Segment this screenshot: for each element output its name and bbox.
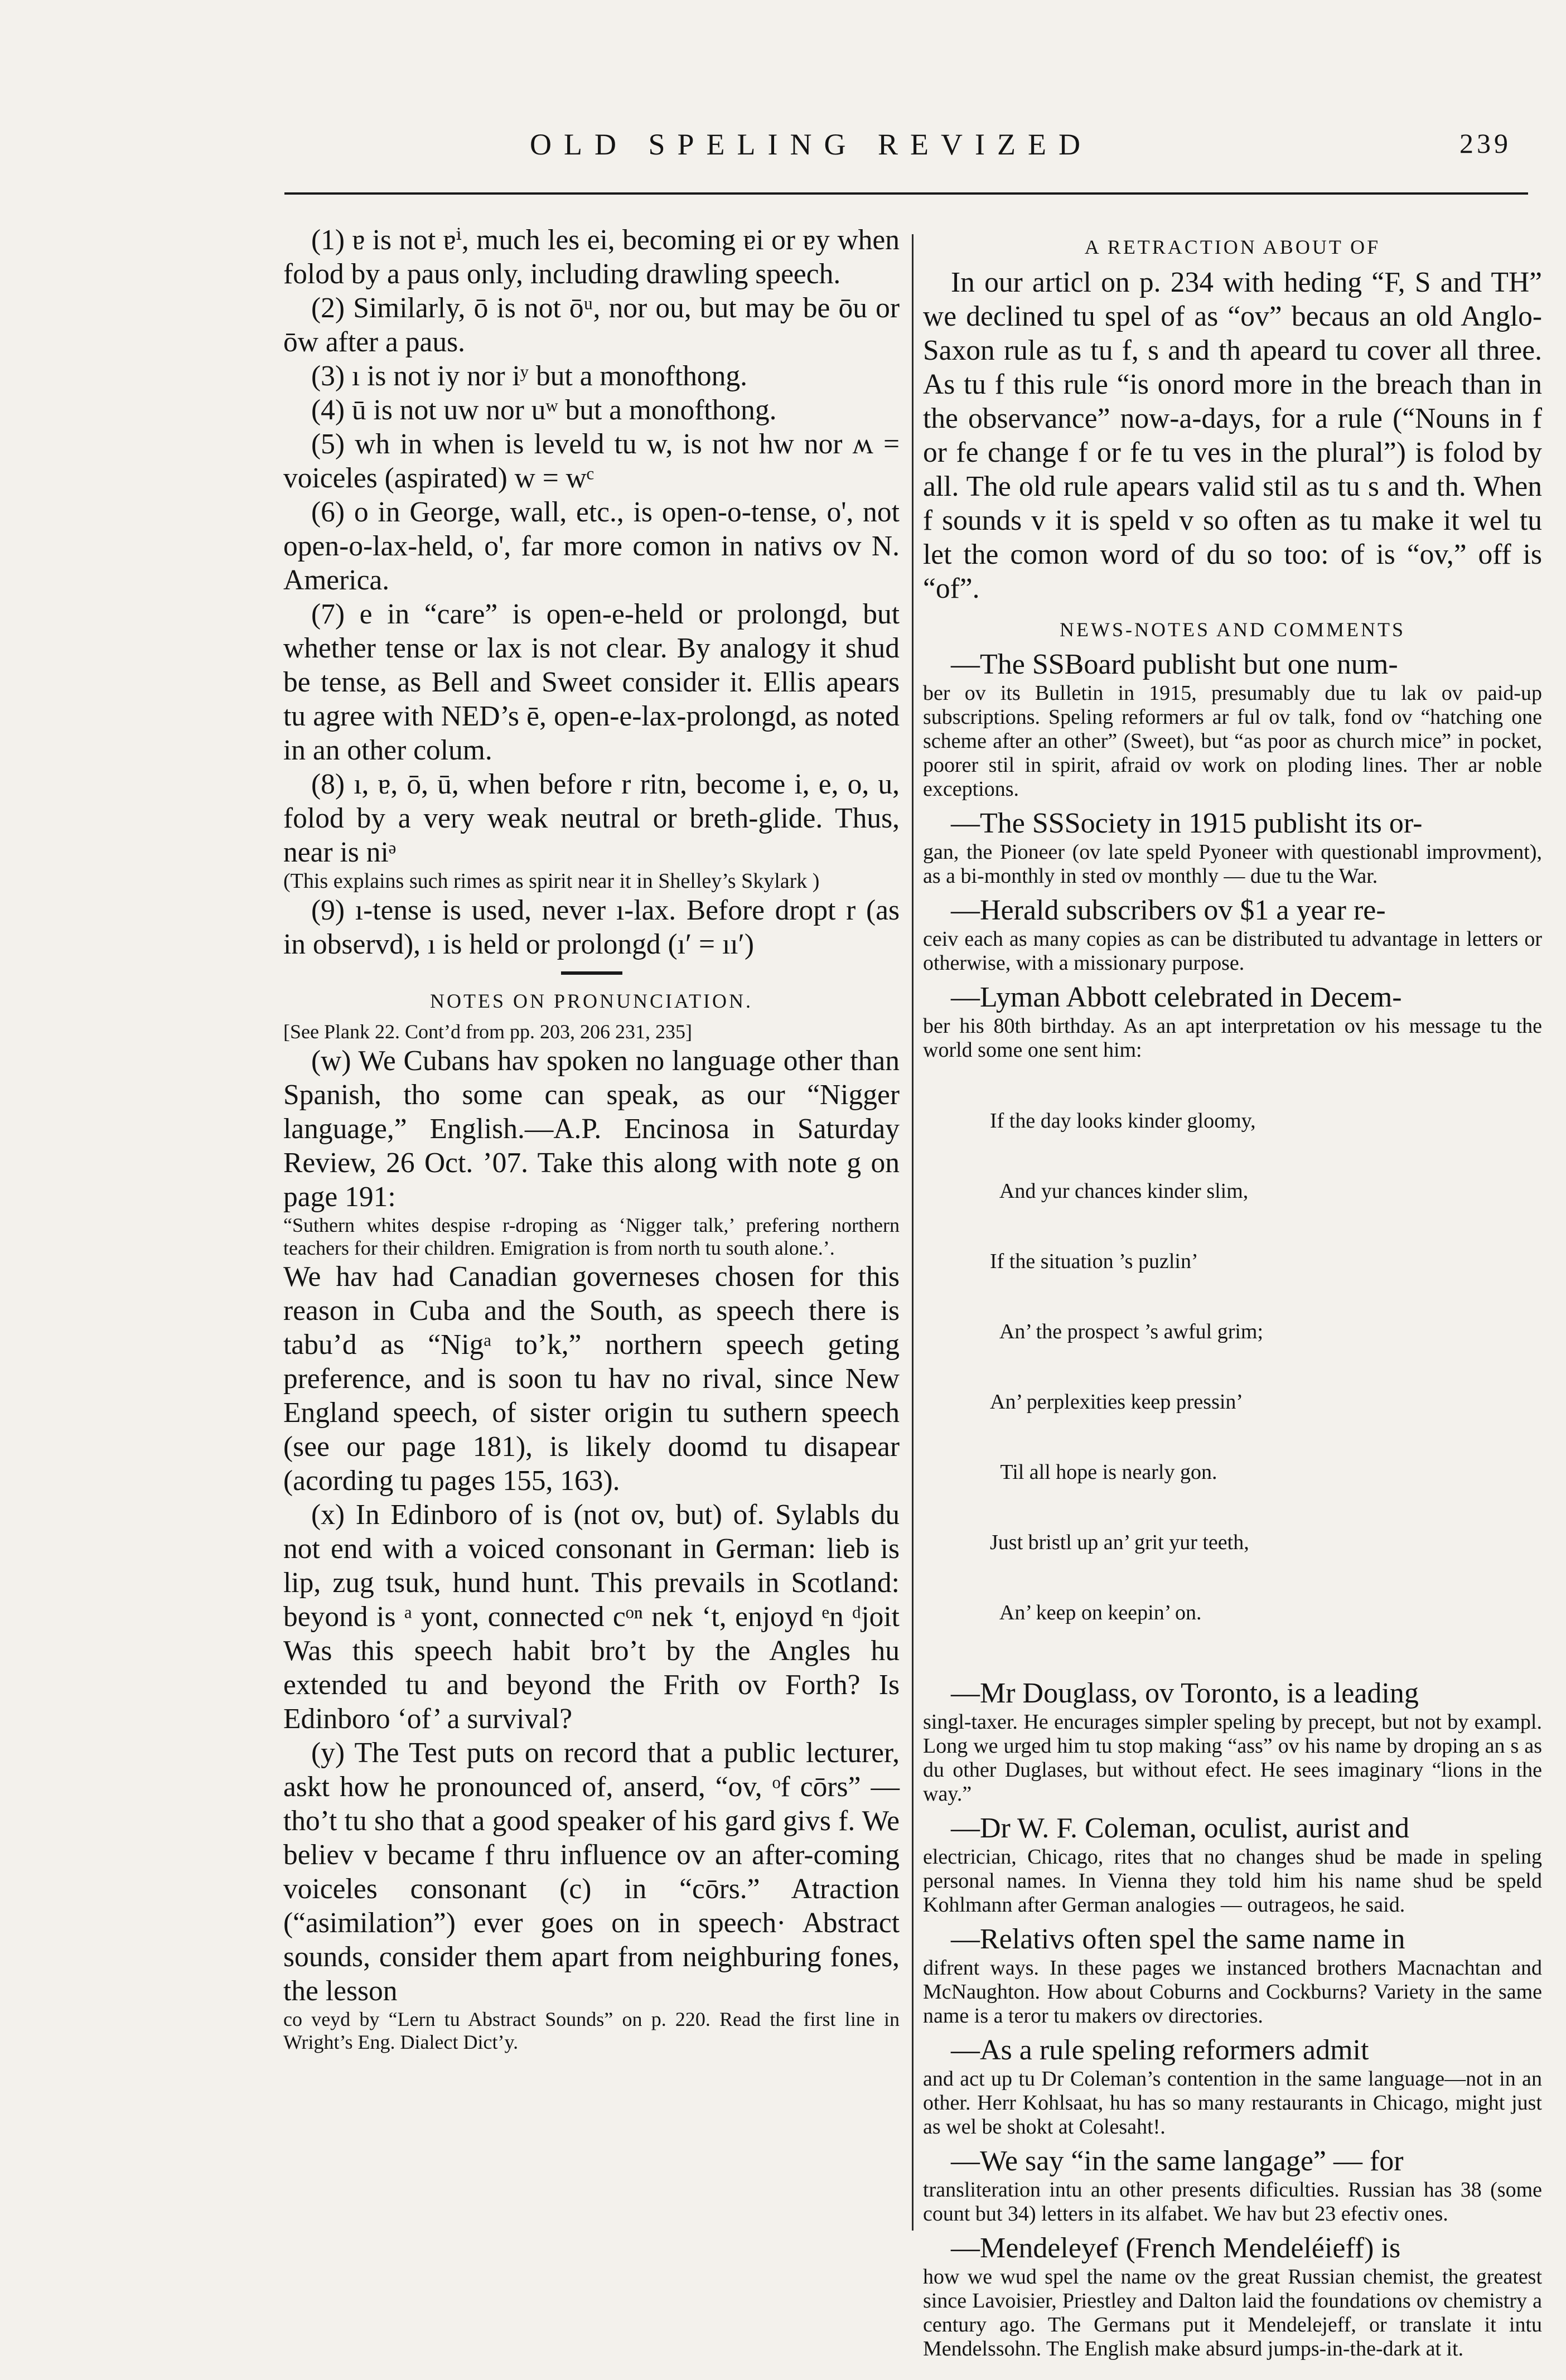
news-item <box>923 2145 1542 2226</box>
news-item-lead: —As a rule speling reformers admit <box>951 2034 1369 2066</box>
poem-line: An’ the prospect ’s awful grim; <box>990 1320 1264 1343</box>
poem-line: An’ keep on keepin’ on. <box>990 1601 1202 1624</box>
pronunciation-reference: [See Plank 22. Cont’d from pp. 203, 206 231, 235] <box>283 1020 692 1043</box>
news-item <box>923 1923 1542 2028</box>
note-w: (w) We Cubans hav spoken no language other than Spanish, tho some can speak, as our “Nigger language,” English.—A.P. Encinosa in Saturday Review, 26 Oct. ’07. Take this along with note g on page 191: <box>283 1045 900 1213</box>
left-column <box>283 223 900 2242</box>
running-title: OLD SPELING REVIZED <box>530 128 1093 161</box>
news-heading: NEWS-NOTES AND COMMENTS <box>1059 618 1405 641</box>
poem-line: And yur chances kinder slim, <box>990 1179 1249 1203</box>
note-6: (6) o in George, wall, etc., is open-o-tense, o', not open-o-lax-held, o', far more comon in nativs ov N. America. <box>283 496 900 596</box>
note-8: (8) ı, ɐ, ō, ū, when before r ritn, become i, e, o, u, folod by a very weak neutral or breth-glide. Thus, near is niᵊ <box>283 768 900 868</box>
news-item-body: electrician, Chicago, rites that no changes shud be made in speling personal names. In Vienna they told him his name shud be speld Kohlmann after German analogies — outrageos, he said. <box>923 1845 1542 1917</box>
note-y-footer: co veyd by “Lern tu Abstract Sounds” on p. 220. Read the first line in Wright’s Eng. Dialect Dict’y. <box>283 2008 900 2053</box>
poem-line: If the day looks kinder gloomy, <box>990 1109 1256 1133</box>
note-y: (y) The Test puts on record that a public lecturer, askt how he pronounced of, anserd, “ov, ᵒf cōrs” — tho’t tu sho that a good speaker of his gard givs f. We believ v became f thru influence ov an after-coming voiceles consonant (c) in “cōrs.” Atraction (“asimilation”) ever goes on in speech· Abstract sounds, consider them apart from neighburing fones, the lesson <box>283 1737 900 2007</box>
news-item-lead: —Lyman Abbott celebrated in Decem- <box>951 981 1402 1013</box>
running-head <box>279 127 1562 172</box>
news-item <box>923 1812 1542 1917</box>
column-divider <box>912 234 914 2231</box>
news-item <box>923 807 1542 888</box>
note-5: (5) wh in when is leveld tu w, is not hw nor ʍ = voiceles (aspirated) w = wᶜ <box>283 428 900 494</box>
news-item <box>923 2034 1542 2139</box>
news-item-body: and act up tu Dr Coleman’s contention in the same language—not in an other. Herr Kohlsaat, hu has so many restaurants in Chicago, might just as wel be shokt at Colesaht!. <box>923 2067 1542 2139</box>
news-item <box>923 648 1542 801</box>
news-item <box>923 981 1542 1062</box>
news-item-lead: —The SSBoard publisht but one num- <box>951 649 1398 680</box>
note-2: (2) Similarly, ō is not ōᵘ, nor ou, but may be ōu or ōw after a paus. <box>283 292 900 358</box>
news-item-lead: —Relativs often spel the same name in <box>951 1923 1405 1955</box>
note-4: (4) ū is not uw nor uʷ but a monofthong. <box>311 394 777 426</box>
note-3: (3) ı is not iy nor iʸ but a monofthong. <box>311 360 748 392</box>
news-item-lead: —The SSSociety in 1915 publisht its or- <box>951 807 1423 839</box>
news-item-body: gan, the Pioneer (ov late speld Pyoneer with questionabl improvment), as a bi-monthly in sted ov monthly — due tu the War. <box>923 840 1542 888</box>
news-item-body: ber his 80th birthday. As an apt interpretation ov his message tu the world some one sent him: <box>923 1014 1542 1062</box>
news-item <box>923 894 1542 975</box>
news-item-lead: —Mr Douglass, ov Toronto, is a leading <box>951 1677 1419 1709</box>
news-item-lead: —We say “in the same langage” — for <box>951 2145 1404 2177</box>
poem-line: Til all hope is nearly gon. <box>990 1460 1217 1484</box>
note-x: (x) In Edinboro of is (not ov, but) of. Sylabls du not end with a voiced consonant in German: lieb is lip, zug tsuk, hund hunt. This prevails in Scotland: beyond is ᵃ yont, connected cᵒⁿ nek ‘t, enjoyd ᵉn ᵈjoit Was this speech habit bro’t by the Angles hu extended tu and beyond the Frith ov Forth? Is Edinboro ‘of’ a survival? <box>283 1499 900 1735</box>
news-item <box>923 1677 1542 1806</box>
news-item-lead: —Mendeleyef (French Mendeléieff) is <box>951 2232 1401 2264</box>
news-item-body: how we wud spel the name ov the great Russian chemist, the greatest since Lavoisier, Priestley and Dalton laid the foundations ov chemistry a century ago. The Germans put it Mendelejeff, or translate it intu Mendelssohn. The English make absurd jumps-in-the-dark at it. <box>923 2265 1542 2360</box>
pronunciation-heading: NOTES ON PRONUNCIATION. <box>429 990 753 1012</box>
news-item-lead: —Dr W. F. Coleman, oculist, aurist and <box>951 1812 1409 1844</box>
retraction-body: In our articl on p. 234 with heding “F, S and TH” we declined tu spel of as “ov” becaus an old Anglo-Saxon rule as tu f, s and th apeard tu cover all three. As tu f this rule “is onord more in the breach than in the observance” now-a-days, for a rule (“Nouns in f or fe change f or fe tu ves in the plural”) is folod by all. The old rule apears valid stil as tu s and th. When f sounds v it is speld v so often as tu make it wel tu let the comon word of du so too: of is “ov,” off is “of”. <box>923 267 1542 604</box>
note-8-aside: (This explains such rimes as spirit near it in Shelley’s Skylark ) <box>283 869 820 893</box>
header-rule <box>284 192 1528 195</box>
note-9: (9) ı-tense is used, never ı-lax. Before dropt r (as in observd), ı is held or prolongd (ı′ = ıı′) <box>283 894 900 960</box>
news-item-body: transliteration intu an other presents dificulties. Russian has 38 (some count but 34) letters in its alfabet. We hav but 23 efectiv ones. <box>923 2178 1542 2226</box>
note-1: (1) ɐ is not ɐⁱ, much les ei, becoming ɐi or ɐy when folod by a paus only, including drawling speech. <box>283 224 900 290</box>
news-item-lead: —Herald subscribers ov $1 a year re- <box>951 894 1386 926</box>
note-w-continued: We hav had Canadian governeses chosen for this reason in Cuba and the South, as speech there is tabu’d as “Nigᵃ to’k,” northern speech geting preference, and is soon tu hav no rival, since New England speech, of sister origin tu suthern speech (see our page 181), is likely doomd tu disapear (acording tu pages 155, 163). <box>283 1261 900 1497</box>
poem-line: If the situation ’s puzlin’ <box>990 1250 1198 1273</box>
page-number: 239 <box>1459 128 1511 159</box>
retraction-heading: A RETRACTION ABOUT OF <box>1084 236 1381 258</box>
note-w-quote: “Suthern whites despise r-droping as ‘Nigger talk,’ prefering northern teachers for their children. Emigration is from north tu south alone.’. <box>283 1214 900 1259</box>
right-column <box>923 223 1542 2360</box>
poem-line: An’ perplexities keep pressin’ <box>990 1390 1244 1414</box>
poem-line: Just bristl up an’ grit yur teeth, <box>990 1531 1249 1554</box>
note-7: (7) e in “care” is open-e-held or prolongd, but whether tense or lax is not clear. By analogy it shud be tense, as Bell and Sweet consider it. Ellis apears tu agree with NED’s ē, open-e-lax-prolongd, as noted in an other colum. <box>283 598 900 766</box>
poem <box>923 1062 1542 1671</box>
section-rule <box>561 971 622 975</box>
news-item-body: singl-taxer. He encurages simpler speling by precept, but not by exampl. Long we urged him tu stop making “ass” ov his name by droping an s as du other Duglases, but without efect. He sees imaginary “lions in the way.” <box>923 1710 1542 1806</box>
news-item-body: ceiv each as many copies as can be distributed tu advantage in letters or otherwise, with a missionary purpose. <box>923 927 1542 975</box>
news-item-body: difrent ways. In these pages we instanced brothers Macnachtan and McNaughton. How about Coburns and Cockburns? Variety in the same name is a teror tu makers ov directories. <box>923 1956 1542 2028</box>
news-item-body: ber ov its Bulletin in 1915, presumably due tu lak ov paid-up subscriptions. Speling reformers ar ful ov talk, fond ov “hatching one scheme after an other” (Sweet), but “as poor as church mice” in pocket, poorer stil in spirit, afraid ov work on ploding lines. Ther ar noble exceptions. <box>923 681 1542 801</box>
news-item <box>923 2232 1542 2361</box>
